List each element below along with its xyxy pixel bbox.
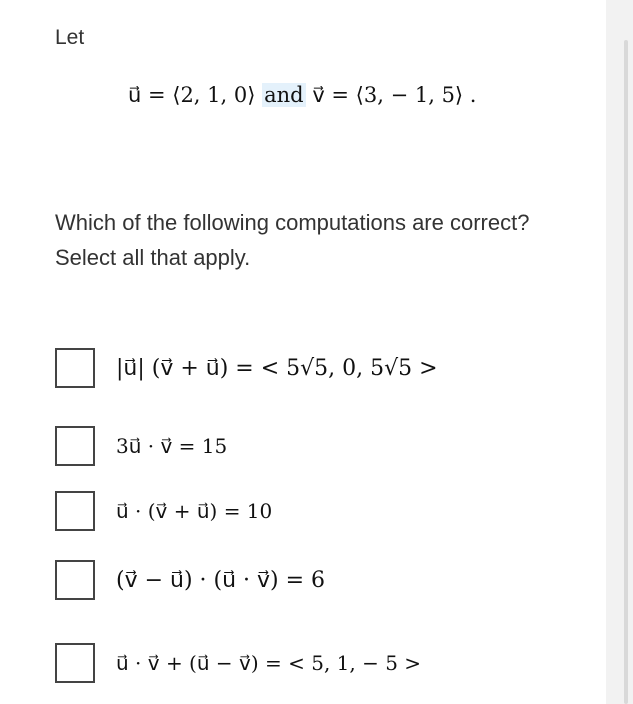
vector-u-definition: u⃗ = ⟨2, 1, 0⟩ xyxy=(128,83,256,107)
answer-option-label: u⃗ · v⃗ + (u⃗ − v⃗) = < 5, 1, − 5 > xyxy=(116,651,422,675)
vector-definitions xyxy=(128,83,476,107)
answer-option-label: u⃗ · (v⃗ + u⃗) = 10 xyxy=(116,499,273,523)
checkbox[interactable] xyxy=(55,348,95,388)
scrollbar[interactable] xyxy=(624,40,628,704)
checkbox[interactable] xyxy=(55,560,95,600)
checkbox[interactable] xyxy=(55,643,95,683)
answer-option-label: |u⃗| (v⃗ + u⃗) = < 5√5, 0, 5√5 > xyxy=(116,355,438,381)
question-prompt: Which of the following computations are correct? Select all that apply. xyxy=(55,210,530,270)
and-word: and xyxy=(264,83,304,107)
intro-text: Let xyxy=(55,26,85,49)
vector-v-definition: v⃗ = ⟨3, − 1, 5⟩ . xyxy=(312,83,477,107)
answer-option-label: (v⃗ − u⃗) · (u⃗ · v⃗) = 6 xyxy=(116,567,326,593)
checkbox[interactable] xyxy=(55,491,95,531)
checkbox[interactable] xyxy=(55,426,95,466)
answer-option-label: 3u⃗ · v⃗ = 15 xyxy=(116,434,228,458)
answer-option-1[interactable] xyxy=(55,346,575,390)
answer-option-5[interactable] xyxy=(55,641,575,685)
scrollbar-gutter xyxy=(606,0,633,704)
answer-option-3[interactable] xyxy=(55,489,575,533)
answer-option-2[interactable] xyxy=(55,424,575,468)
answer-option-4[interactable] xyxy=(55,558,575,602)
